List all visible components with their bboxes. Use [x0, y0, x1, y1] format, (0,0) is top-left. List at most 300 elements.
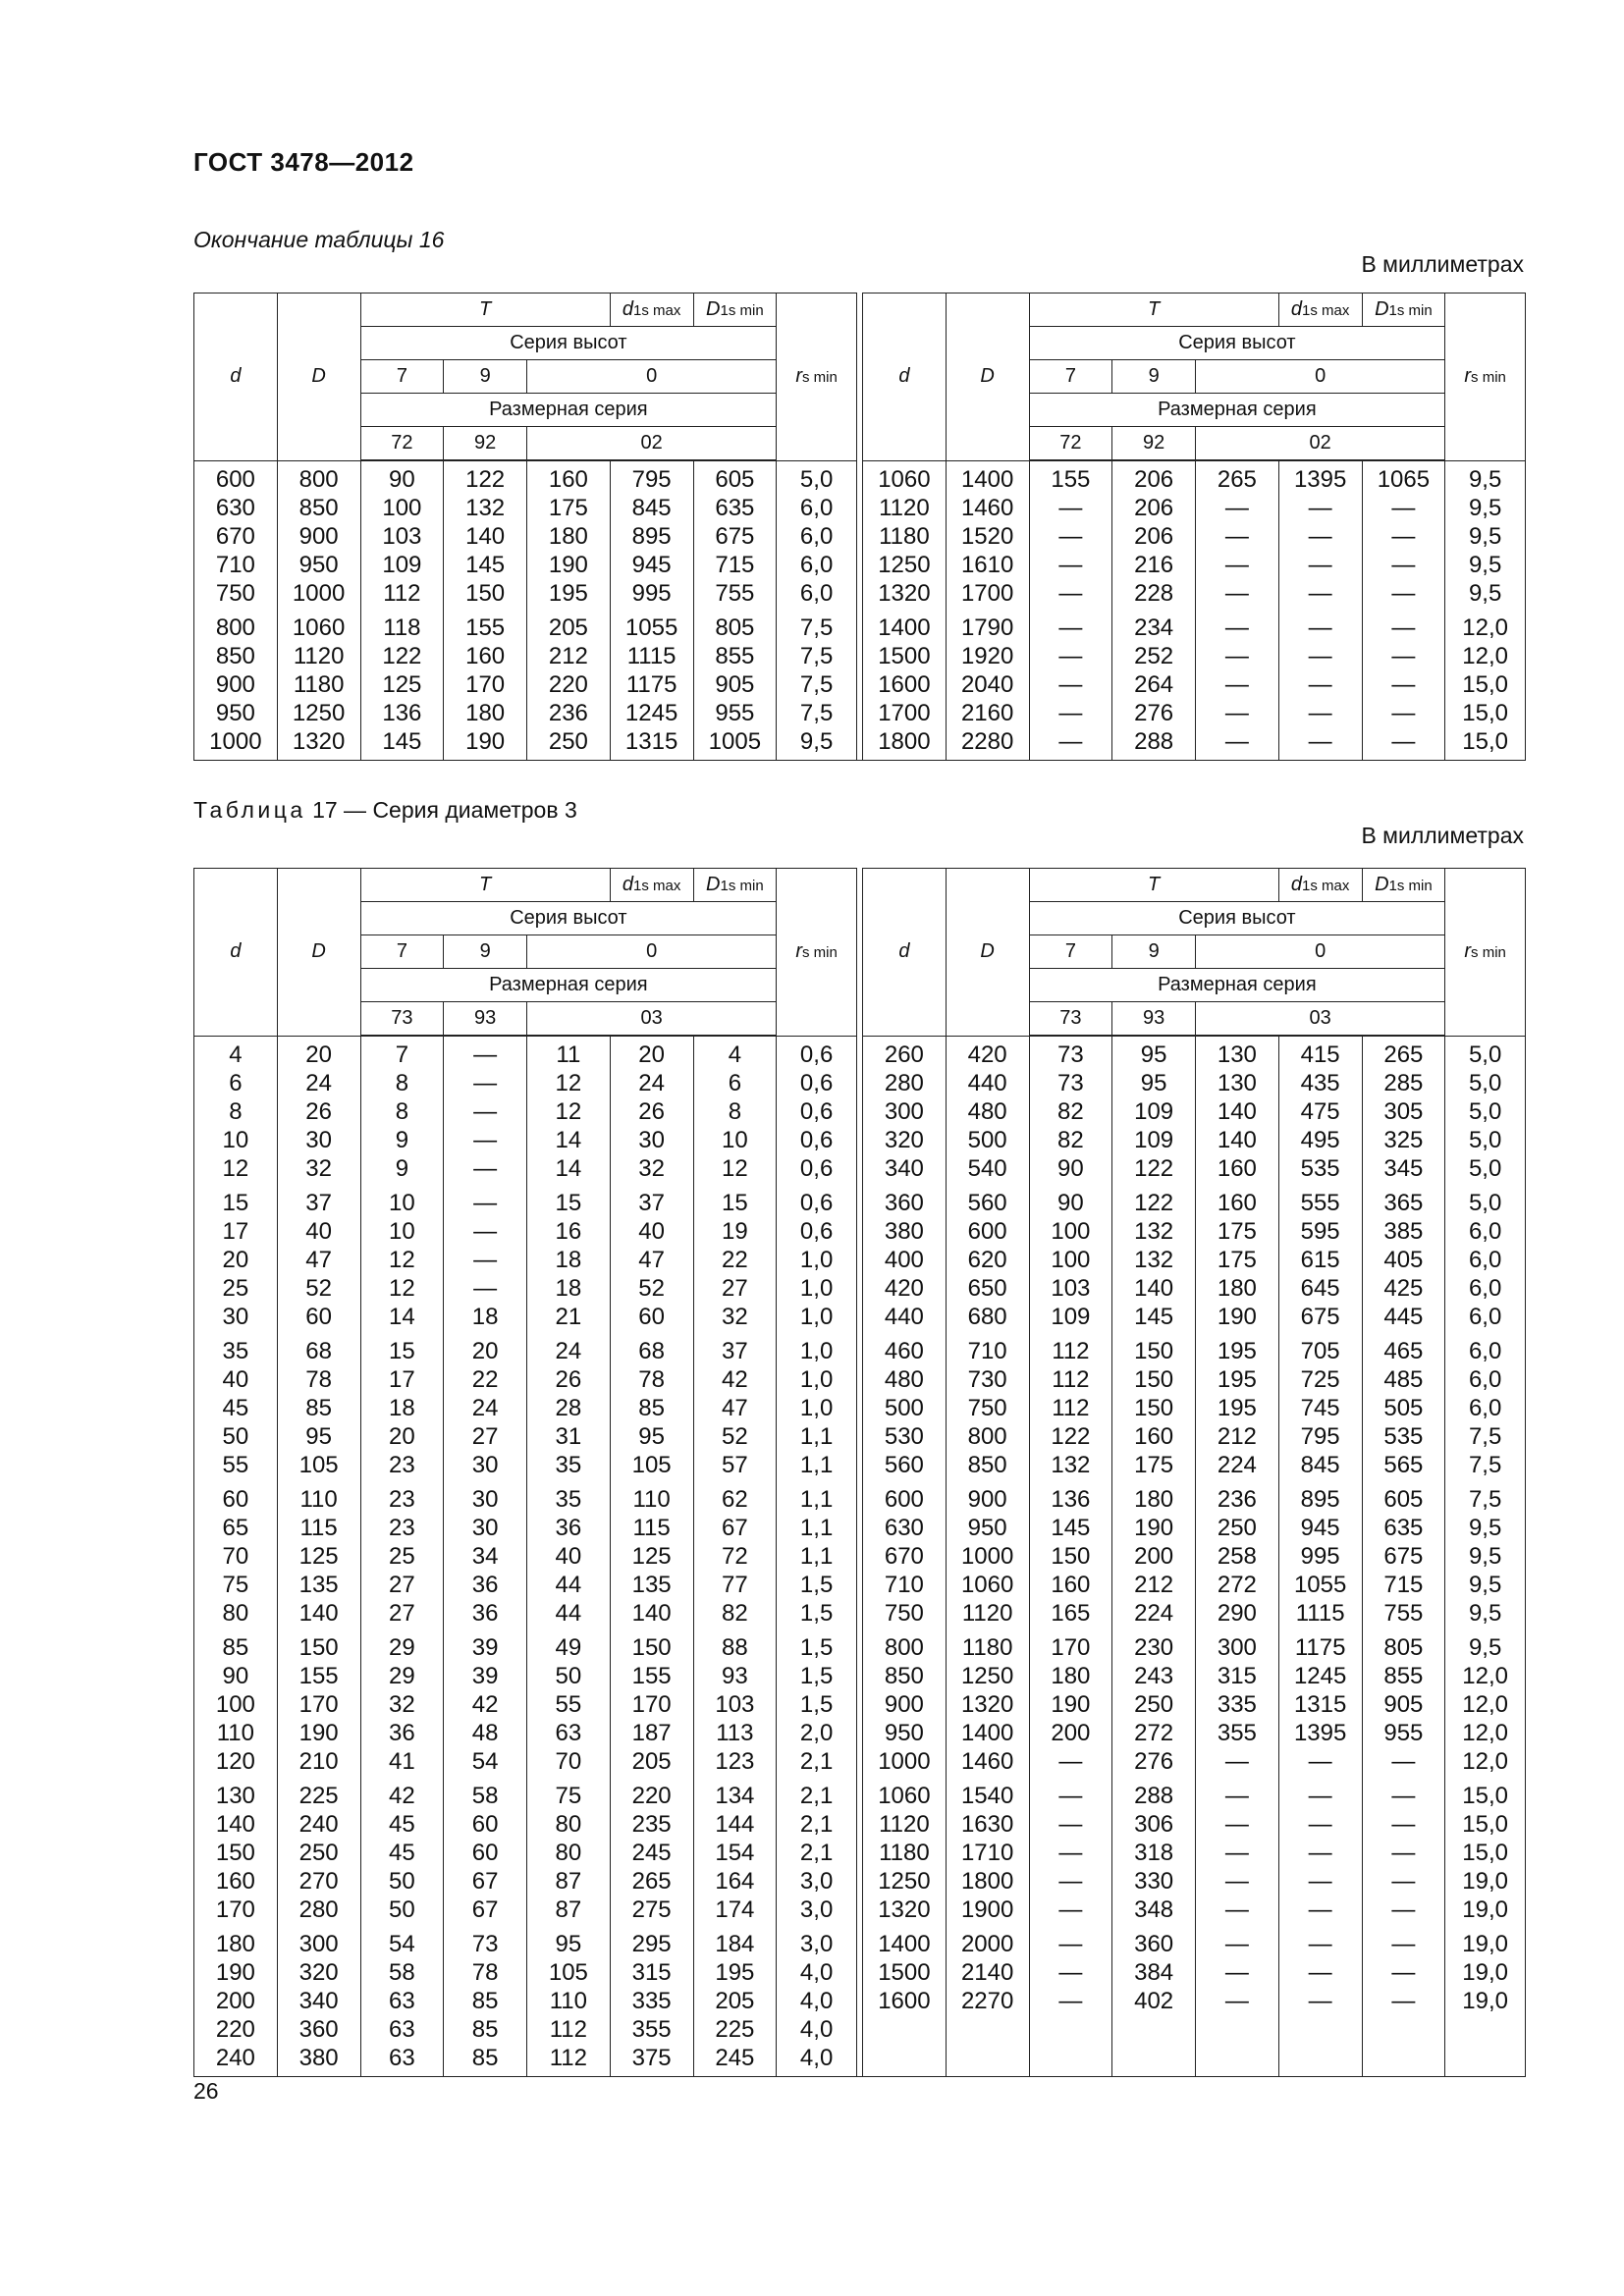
cell-value: 5,0: [1468, 1154, 1502, 1182]
value-group: [1445, 1633, 1525, 1776]
cell-value: —: [1058, 1840, 1083, 1866]
cell-value: —: [1391, 1783, 1416, 1809]
cell-value: 1055: [624, 614, 678, 641]
cell-value: 112: [383, 580, 421, 607]
cell-value: 180: [1217, 1275, 1257, 1302]
value-group: [694, 1633, 777, 1776]
value-group: [527, 1930, 610, 2072]
cell-value: 164: [715, 1868, 755, 1895]
cell-value: 1120: [293, 642, 345, 669]
cell-value: 600: [884, 1485, 924, 1513]
col-head-rs: rs min: [777, 869, 857, 1037]
cell-value: 135: [631, 1572, 672, 1598]
cell-value: 9,5: [1468, 1542, 1502, 1570]
cell-value: 225: [715, 2016, 755, 2043]
cell-value: —: [1224, 700, 1249, 726]
value-group: [361, 1041, 444, 1183]
col-head-D: D: [277, 869, 360, 1037]
cell-value: 15: [555, 1190, 582, 1216]
height-0: 0: [527, 935, 777, 969]
right-col-T9: [1112, 460, 1196, 761]
cell-value: 110: [216, 1719, 254, 1746]
cell-value: 180: [215, 1930, 255, 1957]
table16-units: В миллиметрах: [1361, 251, 1524, 277]
cell-value: 505: [1383, 1395, 1424, 1421]
value-group: [947, 1633, 1029, 1776]
cell-value: 45: [389, 1840, 415, 1866]
right-col-d: [863, 460, 947, 761]
cell-value: —: [1224, 1868, 1249, 1895]
cell-value: 6,0: [799, 522, 834, 550]
cell-value: —: [1224, 1896, 1249, 1923]
cell-value: 195: [1217, 1395, 1257, 1421]
cell-value: 105: [631, 1452, 672, 1478]
cell-value: 12: [389, 1275, 415, 1302]
cell-value: 675: [1300, 1304, 1340, 1330]
value-group: [1363, 1041, 1445, 1183]
cell-value: 12,0: [1462, 1690, 1508, 1718]
cell-value: 20: [471, 1338, 499, 1364]
cell-value: 195: [1217, 1366, 1257, 1393]
cell-value: 6,0: [799, 494, 834, 521]
cell-value: —: [1308, 1896, 1332, 1923]
cell-value: 1060: [292, 614, 346, 641]
cell-value: 1175: [1294, 1634, 1346, 1661]
cell-value: 7,5: [1468, 1451, 1502, 1478]
right-col-D: [946, 1036, 1029, 2077]
cell-value: 280: [298, 1896, 339, 1923]
cell-value: 335: [1217, 1691, 1257, 1718]
cell-value: 6,0: [799, 551, 834, 578]
cell-value: 1800: [960, 1867, 1014, 1895]
cell-value: 405: [1383, 1247, 1424, 1273]
cell-value: 3,0: [799, 1896, 834, 1923]
cell-value: —: [1058, 700, 1083, 726]
cell-value: 58: [389, 1959, 415, 1986]
cell-value: 605: [715, 466, 755, 493]
cell-value: 4: [229, 1041, 243, 1068]
cell-value: 270: [298, 1867, 339, 1895]
cell-value: 23: [389, 1452, 415, 1478]
cell-value: —: [1224, 1840, 1249, 1866]
cell-value: 705: [1300, 1338, 1340, 1364]
cell-value: 9,5: [799, 727, 834, 755]
cell-value: 37: [305, 1189, 332, 1216]
value-group: [1279, 1930, 1362, 2015]
cell-value: 384: [1134, 1959, 1174, 1986]
cell-value: 22: [722, 1247, 748, 1273]
cell-value: —: [1308, 728, 1332, 755]
cell-value: 49: [555, 1634, 582, 1661]
cell-value: 32: [305, 1154, 332, 1182]
cell-value: 710: [967, 1337, 1007, 1364]
value-group: [278, 1633, 360, 1776]
cell-value: 34: [471, 1543, 499, 1570]
cell-value: 1700: [960, 579, 1014, 607]
right-col-T7: [1029, 1036, 1112, 2077]
cell-value: 15,0: [1462, 727, 1508, 755]
cell-value: 170: [631, 1691, 672, 1718]
dim-series-3: 03: [527, 1002, 777, 1037]
value-group: [278, 1337, 360, 1479]
cell-value: 1,5: [799, 1599, 834, 1627]
left-col-d1s: [610, 460, 693, 761]
col-head-D1s: D1s min: [693, 869, 777, 902]
cell-value: 315: [1217, 1663, 1257, 1689]
cell-value: 105: [298, 1451, 339, 1478]
dim-series-1: 72: [1029, 427, 1112, 461]
value-group: [194, 1041, 277, 1183]
left-col-D1s: [693, 460, 777, 761]
cell-value: 40: [222, 1365, 249, 1393]
cell-value: —: [1058, 728, 1083, 755]
cell-value: 7,5: [799, 699, 834, 726]
cell-value: 15,0: [1462, 1782, 1508, 1809]
cell-value: 2,1: [799, 1782, 834, 1809]
cell-value: 10: [722, 1127, 748, 1153]
value-group: [777, 1633, 856, 1776]
cell-value: 1400: [960, 465, 1014, 493]
cell-value: 6,0: [1468, 1365, 1502, 1393]
value-group: [1363, 1485, 1445, 1628]
cell-value: 1600: [878, 670, 931, 698]
dimension-series-label: Размерная серия: [360, 394, 777, 427]
cell-value: 60: [222, 1485, 249, 1513]
cell-value: 70: [555, 1748, 582, 1775]
value-group: [1112, 1633, 1195, 1776]
cell-value: 36: [389, 1720, 415, 1746]
cell-value: —: [1308, 495, 1332, 521]
cell-value: 900: [884, 1690, 924, 1718]
cell-value: 112: [1052, 1338, 1090, 1364]
cell-value: 29: [389, 1663, 415, 1689]
value-group: [444, 1782, 526, 1924]
cell-value: 12,0: [1462, 642, 1508, 669]
cell-value: 190: [548, 552, 588, 578]
value-group: [194, 1782, 277, 1924]
cell-value: 1115: [1295, 1600, 1345, 1627]
cell-value: 82: [722, 1600, 748, 1627]
cell-value: 155: [298, 1662, 339, 1689]
value-group: [1445, 1485, 1525, 1628]
cell-value: 7,5: [1468, 1422, 1502, 1450]
cell-value: 340: [298, 1987, 339, 2014]
left-col-T7: [360, 460, 444, 761]
cell-value: 50: [389, 1896, 415, 1923]
cell-value: 6,0: [1468, 1337, 1502, 1364]
cell-value: 335: [631, 1988, 672, 2014]
cell-value: 8: [728, 1098, 742, 1125]
cell-value: 1,5: [799, 1662, 834, 1689]
cell-value: 134: [715, 1783, 755, 1809]
cell-value: 100: [382, 495, 422, 521]
cell-value: 195: [548, 580, 588, 607]
cell-value: 15: [722, 1190, 748, 1216]
cell-value: 9,5: [1468, 1633, 1502, 1661]
cell-value: —: [1224, 728, 1249, 755]
value-group: [694, 1041, 777, 1183]
dim-series-1: 72: [360, 427, 444, 461]
cell-value: 15: [389, 1338, 415, 1364]
value-group: [777, 465, 856, 608]
cell-value: 22: [471, 1366, 499, 1393]
cell-value: 20: [222, 1246, 249, 1273]
dim-series-2: 92: [1112, 427, 1196, 461]
cell-value: 1,0: [799, 1246, 834, 1273]
cell-value: 234: [1134, 614, 1174, 641]
cell-value: 300: [1217, 1634, 1257, 1661]
value-group: [1279, 465, 1362, 608]
cell-value: 250: [1217, 1515, 1257, 1541]
cell-value: 144: [715, 1811, 755, 1838]
value-group: [863, 1633, 946, 1776]
cell-value: 1060: [878, 465, 931, 493]
cell-value: 1120: [879, 494, 930, 521]
cell-value: 805: [715, 614, 755, 641]
cell-value: 36: [471, 1572, 499, 1598]
col-head-T: T: [360, 869, 610, 902]
cell-value: 109: [382, 552, 422, 578]
table16-grid: [193, 293, 1526, 761]
cell-value: 73: [471, 1931, 499, 1957]
value-group: [527, 1041, 610, 1183]
cell-value: 300: [298, 1930, 339, 1957]
value-group: [611, 1782, 693, 1924]
cell-value: 26: [638, 1098, 665, 1125]
value-group: [947, 1337, 1029, 1479]
value-group: [611, 1930, 693, 2072]
cell-value: 24: [555, 1338, 582, 1364]
value-group: [194, 1930, 277, 2072]
cell-value: 24: [305, 1069, 332, 1096]
cell-value: —: [1391, 1896, 1416, 1923]
cell-value: 1,0: [799, 1337, 834, 1364]
cell-value: —: [1224, 1783, 1249, 1809]
cell-value: —: [1224, 1988, 1249, 2014]
cell-value: 25: [222, 1274, 249, 1302]
cell-value: —: [1058, 614, 1083, 641]
cell-value: 680: [967, 1303, 1007, 1330]
value-group: [194, 1337, 277, 1479]
cell-value: 0,6: [799, 1069, 834, 1096]
cell-value: 955: [715, 700, 755, 726]
value-group: [694, 1782, 777, 1924]
cell-value: —: [1308, 1748, 1332, 1775]
cell-value: 2,1: [799, 1810, 834, 1838]
cell-value: 24: [638, 1070, 665, 1096]
cell-value: 480: [884, 1365, 924, 1393]
cell-value: 745: [1300, 1395, 1340, 1421]
cell-value: —: [1391, 643, 1416, 669]
cell-value: 30: [471, 1452, 499, 1478]
cell-value: 42: [722, 1366, 748, 1393]
cell-value: 1,0: [799, 1274, 834, 1302]
cell-value: 184: [715, 1931, 755, 1957]
col-head-rs: rs min: [1445, 294, 1526, 461]
cell-value: 36: [471, 1600, 499, 1627]
height-series-label: Серия высот: [1029, 327, 1445, 360]
cell-value: —: [1058, 1811, 1083, 1838]
value-group: [1112, 1189, 1195, 1331]
cell-value: 85: [305, 1394, 332, 1421]
cell-value: 272: [1217, 1572, 1257, 1598]
page-number: 26: [193, 2078, 219, 2104]
cell-value: 850: [215, 642, 255, 669]
cell-value: 945: [631, 552, 672, 578]
cell-value: 250: [1134, 1691, 1174, 1718]
cell-value: 15,0: [1462, 699, 1508, 726]
right-col-T7: [1029, 460, 1112, 761]
cell-value: 348: [1134, 1896, 1174, 1923]
cell-value: 9: [395, 1155, 409, 1182]
table17-caption-word: Таблица: [193, 797, 306, 823]
cell-value: 175: [548, 495, 588, 521]
cell-value: 3,0: [799, 1930, 834, 1957]
cell-value: 205: [715, 1988, 755, 2014]
cell-value: 100: [215, 1690, 255, 1718]
cell-value: —: [1391, 728, 1416, 755]
value-group: [611, 614, 693, 756]
value-group: [1279, 1633, 1362, 1776]
value-group: [1112, 614, 1195, 756]
cell-value: 945: [1300, 1515, 1340, 1541]
cell-value: 950: [967, 1514, 1007, 1541]
value-group: [947, 1189, 1029, 1331]
col-head-d1s: d1s max: [610, 294, 693, 327]
cell-value: 73: [1057, 1070, 1084, 1096]
cell-value: 380: [298, 2044, 339, 2071]
cell-value: 85: [638, 1395, 665, 1421]
value-group: [947, 465, 1029, 608]
cell-value: 295: [631, 1931, 672, 1957]
cell-value: 155: [1051, 466, 1091, 493]
cell-value: 205: [631, 1748, 672, 1775]
cell-value: 14: [555, 1127, 582, 1153]
cell-value: 63: [389, 2016, 415, 2043]
cell-value: 160: [548, 466, 588, 493]
cell-value: 60: [471, 1840, 499, 1866]
cell-value: 18: [555, 1275, 582, 1302]
cell-value: 1320: [878, 579, 931, 607]
cell-value: 85: [471, 1988, 499, 2014]
value-group: [1363, 614, 1445, 756]
cell-value: 45: [389, 1811, 415, 1838]
value-group: [527, 1633, 610, 1776]
cell-value: 140: [465, 523, 506, 550]
cell-value: 187: [631, 1720, 672, 1746]
cell-value: 615: [1300, 1247, 1340, 1273]
value-group: [527, 465, 610, 608]
cell-value: —: [1224, 1959, 1249, 1986]
cell-value: 1115: [626, 643, 677, 669]
cell-value: 145: [465, 552, 506, 578]
left-col-T9: [444, 460, 527, 761]
cell-value: 2270: [960, 1987, 1014, 2014]
value-group: [694, 614, 777, 756]
value-group: [1445, 1930, 1525, 2015]
cell-value: 245: [631, 1840, 672, 1866]
cell-value: 190: [465, 728, 506, 755]
cell-value: 200: [215, 1987, 255, 2014]
right-col-d: [863, 1036, 947, 2077]
cell-value: 95: [305, 1422, 332, 1450]
cell-value: 15,0: [1462, 670, 1508, 698]
value-group: [947, 1485, 1029, 1628]
value-group: [1112, 1782, 1195, 1924]
cell-value: 535: [1383, 1423, 1424, 1450]
cell-value: 12,0: [1462, 1747, 1508, 1775]
cell-value: 190: [215, 1958, 255, 1986]
cell-value: 55: [555, 1691, 582, 1718]
value-group: [444, 1930, 526, 2072]
cell-value: 50: [222, 1422, 249, 1450]
table17-units: В миллиметрах: [1361, 823, 1524, 848]
cell-value: 27: [471, 1423, 499, 1450]
cell-value: 212: [1217, 1423, 1257, 1450]
dim-series-2: 93: [1112, 1002, 1196, 1037]
cell-value: 1065: [1377, 466, 1431, 493]
left-col-T7: [360, 1036, 444, 2077]
cell-value: 240: [298, 1810, 339, 1838]
dim-series-1: 73: [360, 1002, 444, 1037]
cell-value: 14: [555, 1155, 582, 1182]
cell-value: 710: [215, 551, 255, 578]
cell-value: 24: [471, 1395, 499, 1421]
cell-value: 75: [555, 1783, 582, 1809]
cell-value: 900: [298, 522, 339, 550]
cell-value: 30: [471, 1515, 499, 1541]
cell-value: 132: [1051, 1452, 1091, 1478]
table17-caption: [193, 797, 577, 824]
cell-value: 800: [884, 1633, 924, 1661]
cell-value: 155: [465, 614, 506, 641]
cell-value: 220: [215, 2015, 255, 2043]
cell-value: 1790: [960, 614, 1014, 641]
cell-value: 19,0: [1462, 1867, 1508, 1895]
cell-value: 730: [967, 1365, 1007, 1393]
value-group: [611, 1041, 693, 1183]
cell-value: 995: [631, 580, 672, 607]
cell-value: 675: [1383, 1543, 1424, 1570]
cell-value: 2,1: [799, 1839, 834, 1866]
value-group: [947, 1041, 1029, 1183]
cell-value: 103: [715, 1691, 755, 1718]
cell-value: 605: [1383, 1486, 1424, 1513]
cell-value: 9,5: [1468, 494, 1502, 521]
col-head-T: T: [360, 294, 610, 327]
cell-value: —: [473, 1275, 498, 1302]
value-group: [361, 1633, 444, 1776]
cell-value: 236: [548, 700, 588, 726]
left-col-d1s: [610, 1036, 693, 2077]
cell-value: —: [1391, 523, 1416, 550]
cell-value: 600: [967, 1217, 1007, 1245]
cell-value: 42: [471, 1691, 499, 1718]
cell-value: —: [473, 1218, 498, 1245]
cell-value: 318: [1134, 1840, 1174, 1866]
cell-value: 19: [722, 1218, 748, 1245]
cell-value: 125: [298, 1542, 339, 1570]
cell-value: 85: [471, 2016, 499, 2043]
cell-value: 9: [395, 1127, 409, 1153]
left-col-rs: [777, 1036, 857, 2077]
cell-value: 950: [298, 551, 339, 578]
cell-value: 1250: [292, 699, 346, 726]
height-0: 0: [1196, 935, 1445, 969]
cell-value: 2,0: [799, 1719, 834, 1746]
right-col-D1s: [1362, 460, 1445, 761]
cell-value: 112: [1052, 1395, 1090, 1421]
